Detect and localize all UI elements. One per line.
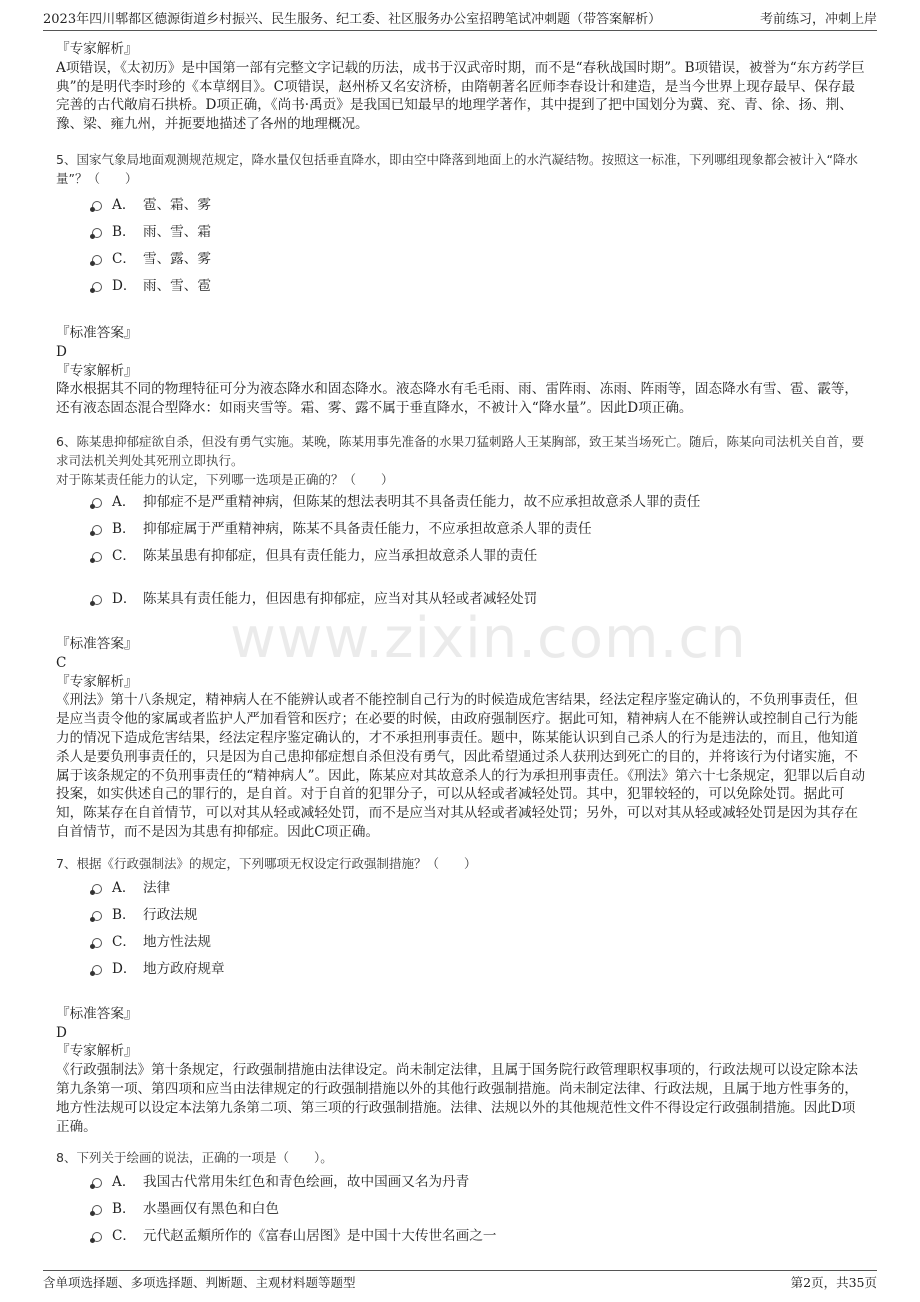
expert-analysis-label: 『专家解析』 [56,1043,138,1060]
q8-option-b[interactable] [92,1196,866,1223]
option-letter: B． [112,906,136,923]
q4-analysis: A项错误，《太初历》是中国第一部有完整文字记载的历法，成书于汉武帝时期，而不是“春秋战国时期”。B项错误，被誉为“东方药学巨典”的是明代李时珍的《本草纲目》。C项错误，赵州桥又名安济桥，由隋朝著名匠师李春设计和建造，是当今世界上现存最早、保存最完善的古代敞肩石拱桥。D项正确，《尚书·禹贡》是我国已知最早的地理学著作，其中提到了把中国划分为冀、兖、青、徐、扬、荆、豫、梁、雍九州，并扼要地描述了各州的地理概况。 [56,59,865,133]
option-text: 雪、露、雾 [143,250,211,267]
q5-question: 5、国家气象局地面观测规范规定，降水量仅包括垂直降水，即由空中降落到地面上的水汽凝结物。按照这一标准，下列哪组现象都会被计入“降水量”？（ ） [56,151,858,186]
q6-option-c[interactable] [92,543,866,570]
q6-option-a[interactable] [92,489,866,516]
page-header [43,8,877,31]
standard-answer-label: 『标准答案』 [56,324,138,341]
q6-question: 6、陈某患抑郁症欲自杀，但没有勇气实施。某晚，陈某用事先准备的水果刀猛刺路人王某胸部，致王某当场死亡。随后，陈某向司法机关自首，要求司法机关判处其死刑立即执行。 [56,433,864,468]
option-text: 抑郁症不是严重精神病，但陈某的想法表明其不具备责任能力，故不应承担故意杀人罪的责任 [143,493,701,510]
option-letter: C． [112,1228,136,1245]
option-letter: B． [112,520,136,537]
option-text: 水墨画仅有黑色和白色 [143,1201,279,1218]
option-letter: B． [112,223,136,240]
radio-icon[interactable] [92,282,102,292]
option-text: 雨、雪、霜 [143,223,211,240]
radio-icon[interactable] [92,1232,102,1242]
q5-option-c[interactable] [92,246,866,273]
radio-icon[interactable] [92,201,102,211]
option-text: 行政法规 [143,906,198,923]
option-text: 雹、霜、雾 [143,196,211,213]
radio-icon[interactable] [92,498,102,508]
option-letter: A． [112,493,136,510]
radio-icon[interactable] [92,911,102,921]
q5-answer: D [56,343,67,360]
q7-question: 7、根据《行政强制法》的规定，下列哪项无权设定行政强制措施？（ ） [56,855,477,871]
option-letter: C． [112,250,136,267]
radio-icon[interactable] [92,228,102,238]
header-slogan: 考前练习，冲刺上岸 [759,12,877,27]
q8-question: 8、下列关于绘画的说法，正确的一项是（ ）。 [56,1150,333,1166]
option-letter: C． [112,933,136,950]
q6-answer: C [56,654,67,671]
page-footer [43,1270,877,1293]
radio-icon[interactable] [92,1178,102,1188]
q8-option-a[interactable] [92,1169,866,1196]
expert-analysis-label: 『专家解析』 [56,41,138,57]
radio-icon[interactable] [92,965,102,975]
radio-icon[interactable] [92,1205,102,1215]
q5-option-a[interactable] [92,192,866,219]
expert-analysis-label: 『专家解析』 [56,673,138,690]
expert-analysis-label: 『专家解析』 [56,362,138,379]
radio-icon[interactable] [92,938,102,948]
document-title: 2023年四川郫都区德源街道乡村振兴、民生服务、纪工委、社区服务办公室招聘笔试冲刺题（带答案解析） [43,12,662,27]
option-letter: B． [112,1201,136,1218]
option-letter: C． [112,547,136,564]
q6-option-d[interactable] [92,586,866,613]
option-letter: D． [112,277,137,294]
option-text: 地方政府规章 [143,960,225,977]
q7-analysis: 《行政强制法》第十条规定，行政强制措施由法律设定。尚未制定法律，且属于国务院行政管理职权事项的，行政法规可以设定除本法第九条第一项、第四项和应当由法律规定的行政强制措施以外的其他行政强制措施。尚未制定法律、行政法规，且属于地方性事务的，地方性法规可以设定本法第九条第二项、第三项的行政强制措施。法律、法规以外的其他规范性文件不得设定行政强制措施。因此D项正确。 [56,1062,859,1135]
option-letter: D． [112,960,137,977]
option-text: 雨、雪、雹 [143,277,211,294]
radio-icon[interactable] [92,884,102,894]
q6-analysis: 《刑法》第十八条规定，精神病人在不能辨认或者不能控制自己行为的时候造成危害结果，经法定程序鉴定确认的，不负刑事责任，但是应当责令他的家属或者监护人严加看管和医疗；在必要的时候，由政府强制医疗。据此可知，精神病人在不能辨认或控制自己行为能力的情况下造成危害结果，经法定程序鉴定确认的，才不承担刑事责任。题中，陈某能认识到自己杀人的行为是违法的，而且，他知道杀人是要负刑事责任的，只是因为自己患抑郁症想自杀但没有勇气，因此希望通过杀人获刑达到死亡的目的，并将该行为付诸实施，不属于该条规定的不负刑事责任的“精神病人”。因此，陈某应对其故意杀人的行为承担刑事责任。《刑法》第六十七条规定，犯罪以后自动投案，如实供述自己的罪行的，是自首。对于自首的犯罪分子，可以从轻或者减轻处罚。其中，犯罪较轻的，可以免除处罚。据此可知，陈某存在自首情节，可以对其从轻或减轻处罚，而不是应当对其从轻或者减轻处罚；另外，可以对其从轻或减轻处罚是因为其存在自首情节，而不是因为其患有抑郁症。因此C项正确。 [56,692,866,840]
standard-answer-label: 『标准答案』 [56,1005,138,1022]
q8-option-c[interactable] [92,1223,866,1250]
q6-option-b[interactable] [92,516,866,543]
radio-icon[interactable] [92,552,102,562]
option-letter: D． [112,590,137,607]
option-text: 地方性法规 [143,933,211,950]
q5-option-b[interactable] [92,219,866,246]
option-text: 法律 [143,879,171,896]
q7-option-c[interactable] [92,929,866,956]
option-text: 陈某具有责任能力，但因患有抑郁症，应当对其从轻或者减轻处罚 [143,590,538,607]
option-text: 我国古代常用朱红色和青色绘画，故中国画又名为丹青 [143,1174,470,1191]
q6-question-prompt: 对于陈某责任能力的认定，下列哪一选项是正确的？（ ） [56,471,394,487]
radio-icon[interactable] [92,255,102,265]
option-text: 陈某虽患有抑郁症，但具有责任能力，应当承担故意杀人罪的责任 [143,547,538,564]
q7-option-b[interactable] [92,902,866,929]
standard-answer-label: 『标准答案』 [56,635,138,652]
option-letter: A． [112,879,136,896]
page-number: 第2页，共35页 [790,1275,877,1290]
q7-option-a[interactable] [92,875,866,902]
option-text: 元代赵孟頫所作的《富春山居图》是中国十大传世名画之一 [143,1228,497,1245]
question-types-note: 含单项选择题、多项选择题、判断题、主观材料题等题型 [43,1275,356,1290]
q5-analysis: 降水根据其不同的物理特征可分为液态降水和固态降水。液态降水有毛毛雨、雨、雷阵雨、冻雨、阵雨等，固态降水有雪、雹、霰等，还有液态固态混合型降水：如雨夹雪等。霜、雾、露不属于垂直降水，不被计入“降水量”。因此D项正确。 [56,381,859,417]
option-letter: A． [112,1174,136,1191]
watermark: www.zixin.com.cn [230,606,747,671]
radio-icon[interactable] [92,525,102,535]
q7-answer: D [56,1024,67,1041]
page-content [56,40,866,1250]
q5-option-d[interactable] [92,273,866,300]
radio-icon[interactable] [92,595,102,605]
q7-option-d[interactable] [92,956,866,983]
option-text: 抑郁症属于严重精神病，陈某不具备责任能力，不应承担故意杀人罪的责任 [143,520,592,537]
option-letter: A． [112,196,136,213]
